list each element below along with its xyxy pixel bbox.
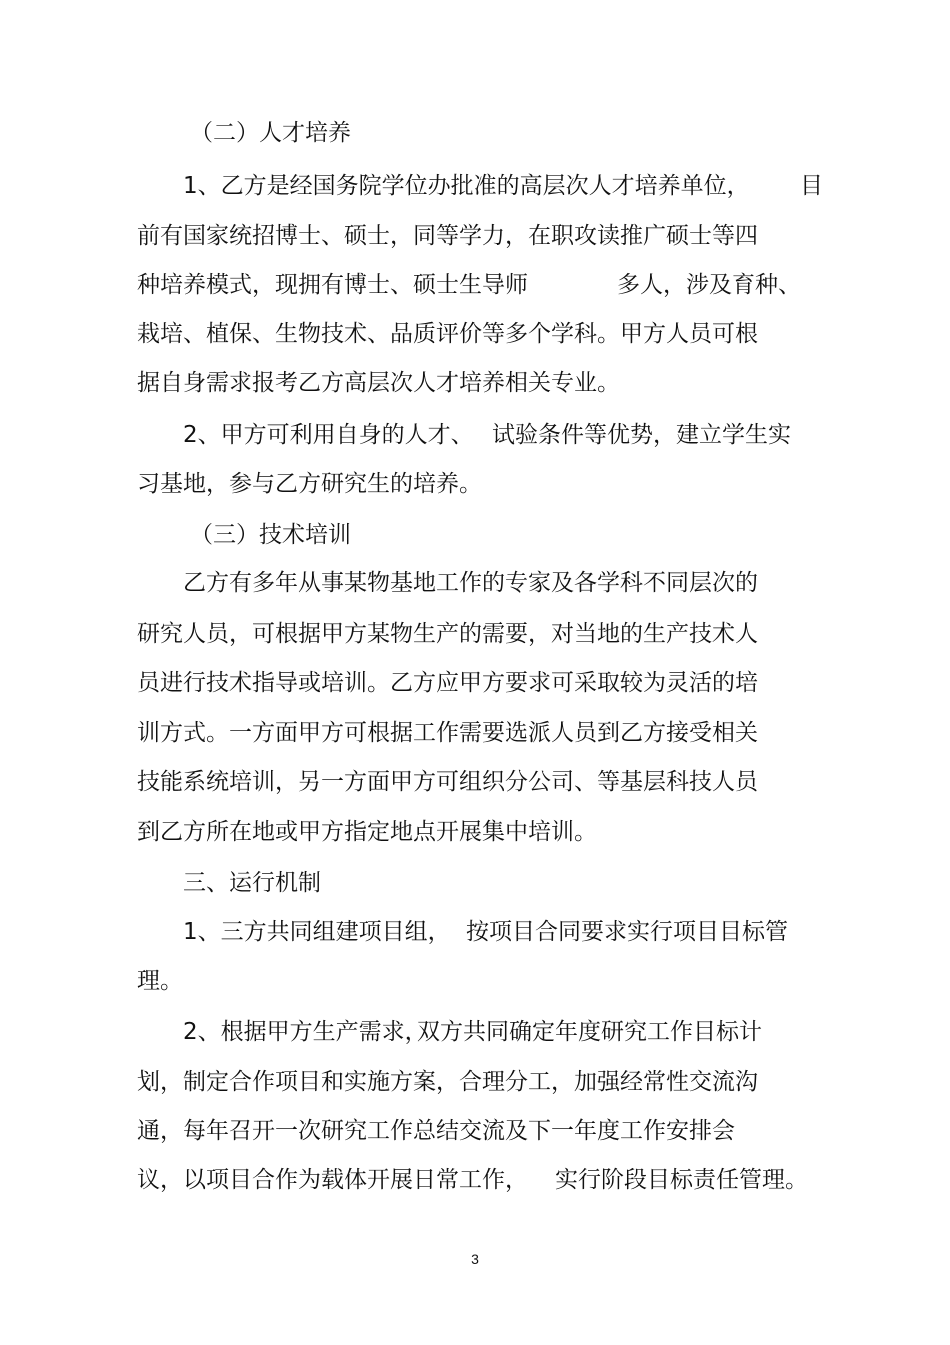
section-heading-technical-training: （三）技术培训	[190, 522, 351, 548]
paragraph-line: 到乙方所在地或甲方指定地点开展集中培训。	[137, 819, 597, 845]
paragraph-line: 通，每年召开一次研究工作总结交流及下一年度工作安排会	[137, 1118, 735, 1144]
page-number: 3	[471, 1251, 479, 1267]
paragraph-line: 议，以项目合作为载体开展日常工作，	[137, 1167, 528, 1193]
paragraph-line: 1、三方共同组建项目组，	[183, 919, 451, 945]
paragraph-line: 目	[800, 173, 823, 199]
paragraph-line: 员进行技术指导或培训。乙方应甲方要求可采取较为灵活的培	[137, 670, 758, 696]
paragraph-line: 实行阶段目标责任管理。	[555, 1167, 808, 1193]
paragraph-line: 多人，涉及育种、	[617, 272, 801, 298]
paragraph-line: 2、甲方可利用自身的人才、	[183, 422, 474, 448]
section-heading-talent-training: （二）人才培养	[190, 120, 351, 146]
paragraph-line: 按项目合同要求实行项目目标管	[466, 919, 788, 945]
paragraph-line: 理。	[137, 968, 183, 994]
paragraph-line: 1、乙方是经国务院学位办批准的高层次人才培养单位，	[183, 173, 750, 199]
paragraph-line: 研究人员，可根据甲方某物生产的需要，对当地的生产技术人	[137, 621, 758, 647]
paragraph-line: 习基地，参与乙方研究生的培养。	[137, 471, 482, 497]
paragraph-line: 种培养模式，现拥有博士、硕士生导师	[137, 272, 528, 298]
paragraph-line: 乙方有多年从事某物基地工作的专家及各学科不同层次的	[183, 570, 758, 596]
paragraph-line: 技能系统培训，另一方面甲方可组织分公司、等基层科技人员	[137, 769, 758, 795]
paragraph-line: 训方式。一方面甲方可根据工作需要选派人员到乙方接受相关	[137, 720, 758, 746]
paragraph-line: 划，制定合作项目和实施方案，合理分工，加强经常性交流沟	[137, 1069, 758, 1095]
paragraph-line: 据自身需求报考乙方高层次人才培养相关专业。	[137, 370, 620, 396]
paragraph-line: 栽培、植保、生物技术、品质评价等多个学科。甲方人员可根	[137, 321, 758, 347]
paragraph-line: 前有国家统招博士、硕士，同等学力，在职攻读推广硕士等四	[137, 223, 758, 249]
section-heading-operation-mechanism: 三、运行机制	[183, 870, 321, 896]
paragraph-line: 试验条件等优势，建立学生实	[492, 422, 791, 448]
paragraph-line: 2、根据甲方生产需求，	[183, 1019, 428, 1045]
paragraph-line: 双方共同确定年度研究工作目标计	[417, 1019, 762, 1045]
